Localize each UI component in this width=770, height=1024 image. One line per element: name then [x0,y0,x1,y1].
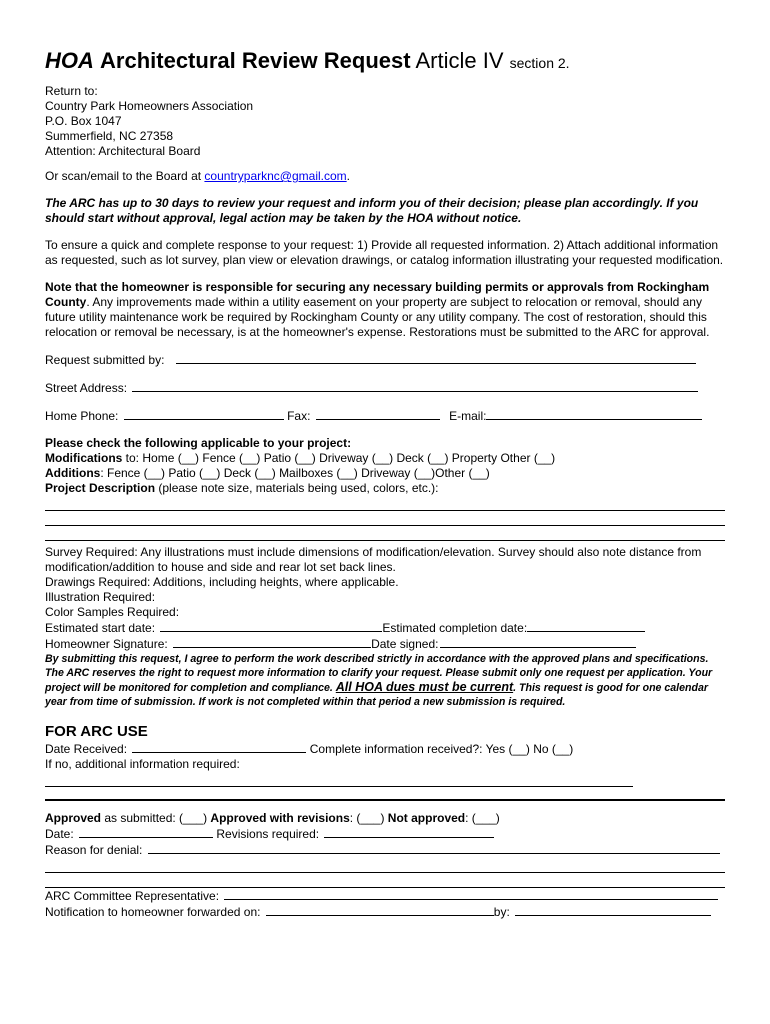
fax-field[interactable] [316,408,440,420]
title-section: section 2. [509,55,570,71]
not-approved-box[interactable]: : (___) [465,811,500,825]
reason-field[interactable] [148,842,720,854]
start-date-field[interactable] [160,620,382,632]
email-suffix: . [346,169,350,183]
return-line: Attention: Architectural Board [45,144,201,158]
survey-paragraph: Survey Required: Any illustrations must include dimensions of modification/elevation. Survey should also note distance from modification/addition to house and side and rear lot set back lines. [45,545,702,574]
description-line[interactable] [45,526,725,541]
form-page [45,48,725,920]
notification-row [45,904,725,920]
return-address [45,84,725,159]
reason-line[interactable] [45,858,725,873]
email-prefix: Or scan/email to the Board at [45,169,205,183]
email-line [45,169,725,184]
by-label: by: [493,905,510,919]
approved-revisions-label: Approved with revisions [210,811,350,825]
permits-paragraph [45,280,725,340]
modifications-row [45,451,725,466]
agreement-paragraph [45,652,725,709]
drawings-line: Drawings Required: Additions, including heights, where applicable. [45,575,399,589]
street-label: Street Address: [45,381,128,395]
not-approved-label: Not approved [387,811,466,825]
page-title [45,48,725,76]
permits-rest: . Any improvements made within a utility easement on your property are subject to relocation or removal, should any future utility maintenance work be required by Rockingham County or any utility company. The cost of restoration, should this relocation or removal be necessary, is at the homeowner's expense. Restorations must be submitted to the ARC for approval. [45,295,710,339]
description-label: Project Description [45,481,156,495]
section-divider [45,799,725,801]
if-no-line: If no, additional information required: [45,757,240,771]
date-signed-label: Date signed: [371,637,439,651]
title-main: Architectural Review Request [100,48,411,73]
modifications-label: Modifications [45,451,123,465]
arc-date-label: Date: [45,827,74,841]
approved-box[interactable]: as submitted: (___) [101,811,211,825]
additions-row [45,466,725,481]
reason-row [45,842,725,858]
color-samples-line: Color Samples Required: [45,605,180,619]
approval-row [45,811,725,826]
title-article: Article IV [415,48,504,73]
street-row [45,380,725,396]
request-by-label: Request submitted by: [45,353,165,367]
completion-date-field[interactable] [527,620,645,632]
phone-label: Home Phone: [45,409,119,423]
notification-field[interactable] [266,904,494,916]
reason-label: Reason for denial: [45,843,143,857]
street-field[interactable] [132,380,698,392]
rep-label: ARC Committee Representative: [45,889,220,903]
fax-label: Fax: [287,409,311,423]
description-row [45,481,725,496]
complete-info-label[interactable]: Complete information received?: Yes (__) No (__) [309,742,574,756]
email-field[interactable] [486,408,702,420]
agreement-text: By submitting this request, I agree to perform the work described strictly in accordance with the approved plans and specifications. The ARC reserves the right to request more information to clarify your request. Please submit only one request per application. Your project will be monitored for completion and compliance. [45,653,713,694]
return-line: P.O. Box 1047 [45,114,122,128]
additions-label: Additions [45,466,101,480]
date-received-label: Date Received: [45,742,128,756]
permits-bold: Note that the homeowner is responsible for securing any necessary building permits or approvals from Rockingham County [45,280,710,309]
email-link[interactable]: countryparknc@gmail.com [204,169,347,183]
date-received-field[interactable] [132,741,306,753]
contact-row [45,408,725,424]
description-line[interactable] [45,511,725,526]
check-heading: Please check the following applicable to your project: [45,436,352,450]
ensure-paragraph: To ensure a quick and complete response to your request: 1) Provide all requested information. 2) Attach additional information as requested, such as lot survey, plan view or elevation drawings, or catalog information illustrating your requested modification. [45,238,724,267]
request-by-field[interactable] [176,352,696,364]
return-line: Country Park Homeowners Association [45,99,254,113]
date-revisions-row [45,826,725,842]
return-label: Return to: [45,84,98,98]
email-label: E-mail: [449,409,487,423]
signature-label: Homeowner Signature: [45,637,168,651]
approved-revisions-box[interactable]: : (___) [349,811,388,825]
arc-date-field[interactable] [79,826,213,838]
phone-field[interactable] [124,408,284,420]
date-received-row [45,741,725,757]
agreement-text-end: . This request is good for one calendar year from time of submission. If work is not completed within that period a new submission is required. [45,682,708,708]
additional-info-line[interactable] [45,772,633,787]
signature-field[interactable] [173,636,371,648]
modifications-items[interactable]: to: Home (__) Fence (__) Patio (__) Driveway (__) Deck (__) Property Other (__) [122,451,556,465]
date-signed-field[interactable] [440,636,636,648]
revisions-label: Revisions required: [216,827,320,841]
title-hoa: HOA [45,48,94,73]
description-line[interactable] [45,496,725,511]
rep-field[interactable] [224,888,718,900]
approved-label: Approved [45,811,102,825]
start-date-label: Estimated start date: [45,621,156,635]
reason-line[interactable] [45,873,725,888]
illustration-line: Illustration Required: [45,590,156,604]
revisions-field[interactable] [324,826,494,838]
additions-items[interactable]: : Fence (__) Patio (__) Deck (__) Mailboxes (__) Driveway (__)Other (__) [100,466,490,480]
completion-date-label: Estimated completion date: [382,621,528,635]
dates-row [45,620,725,636]
notification-label: Notification to homeowner forwarded on: [45,905,261,919]
signature-row [45,636,725,652]
return-line: Summerfield, NC 27358 [45,129,174,143]
review-notice: The ARC has up to 30 days to review your request and inform you of their decision; please plan accordingly. If you should start without approval, legal action may be taken by the HOA without notice. [45,196,699,225]
request-by-row [45,352,725,368]
description-hint: (please note size, materials being used, colors, etc.): [155,481,439,495]
by-field[interactable] [515,904,711,916]
dues-notice: All HOA dues must be current [335,680,514,694]
rep-row [45,888,725,904]
arc-heading: FOR ARC USE [45,723,148,740]
